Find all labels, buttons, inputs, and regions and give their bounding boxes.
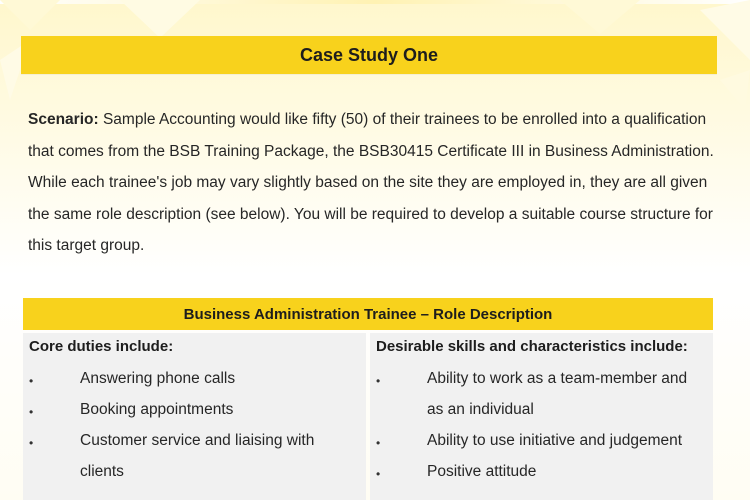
core-duties-column	[23, 333, 366, 500]
desirable-skills-heading: Desirable skills and characteristics include:	[376, 338, 688, 355]
core-duty-text: Answering phone calls	[80, 370, 236, 387]
skill-text: Ability to use initiative and judgement	[427, 432, 683, 449]
scenario-line-3: While each trainee's job may vary slightly based on the site they are employed in, they are all given	[28, 174, 708, 191]
page-title: Case Study One	[299, 44, 439, 65]
top-border	[0, 0, 750, 4]
bullet-icon: •	[29, 405, 34, 419]
bullet-icon: •	[29, 436, 34, 450]
bullet-icon: •	[376, 374, 381, 388]
bullet-icon: •	[376, 467, 381, 481]
case-study-title-bar	[21, 36, 717, 74]
core-duty-text-continued: clients	[80, 463, 124, 480]
core-duty-text: Customer service and liaising with	[80, 432, 315, 449]
scenario-line-2: that comes from the BSB Training Package, the BSB30415 Certificate III in Business Administration.	[28, 142, 714, 160]
scenario-text-1: Sample Accounting would like fifty (50) of their trainees to be enrolled into a qualification	[98, 111, 707, 128]
scenario-line-5: this target group.	[28, 237, 145, 254]
bullet-icon: •	[29, 374, 34, 388]
scenario-label: Scenario:	[28, 111, 99, 128]
scenario-line-1	[28, 104, 728, 136]
skill-text: Ability to work as a team-member and	[427, 370, 688, 387]
core-duty-text: Booking appointments	[80, 401, 234, 418]
scenario-line-4: the same role description (see below). You will be required to develop a suitable course structure for	[28, 205, 713, 223]
scenario-paragraph	[28, 104, 728, 262]
role-description-title: Business Administration Trainee – Role Description	[183, 305, 553, 323]
skill-text-continued: as an individual	[427, 401, 534, 418]
desirable-skills-column	[370, 333, 713, 500]
bullet-icon: •	[376, 436, 381, 450]
skill-text: Positive attitude	[427, 463, 537, 480]
role-description-header	[23, 298, 713, 330]
core-duties-heading: Core duties include:	[29, 338, 174, 355]
